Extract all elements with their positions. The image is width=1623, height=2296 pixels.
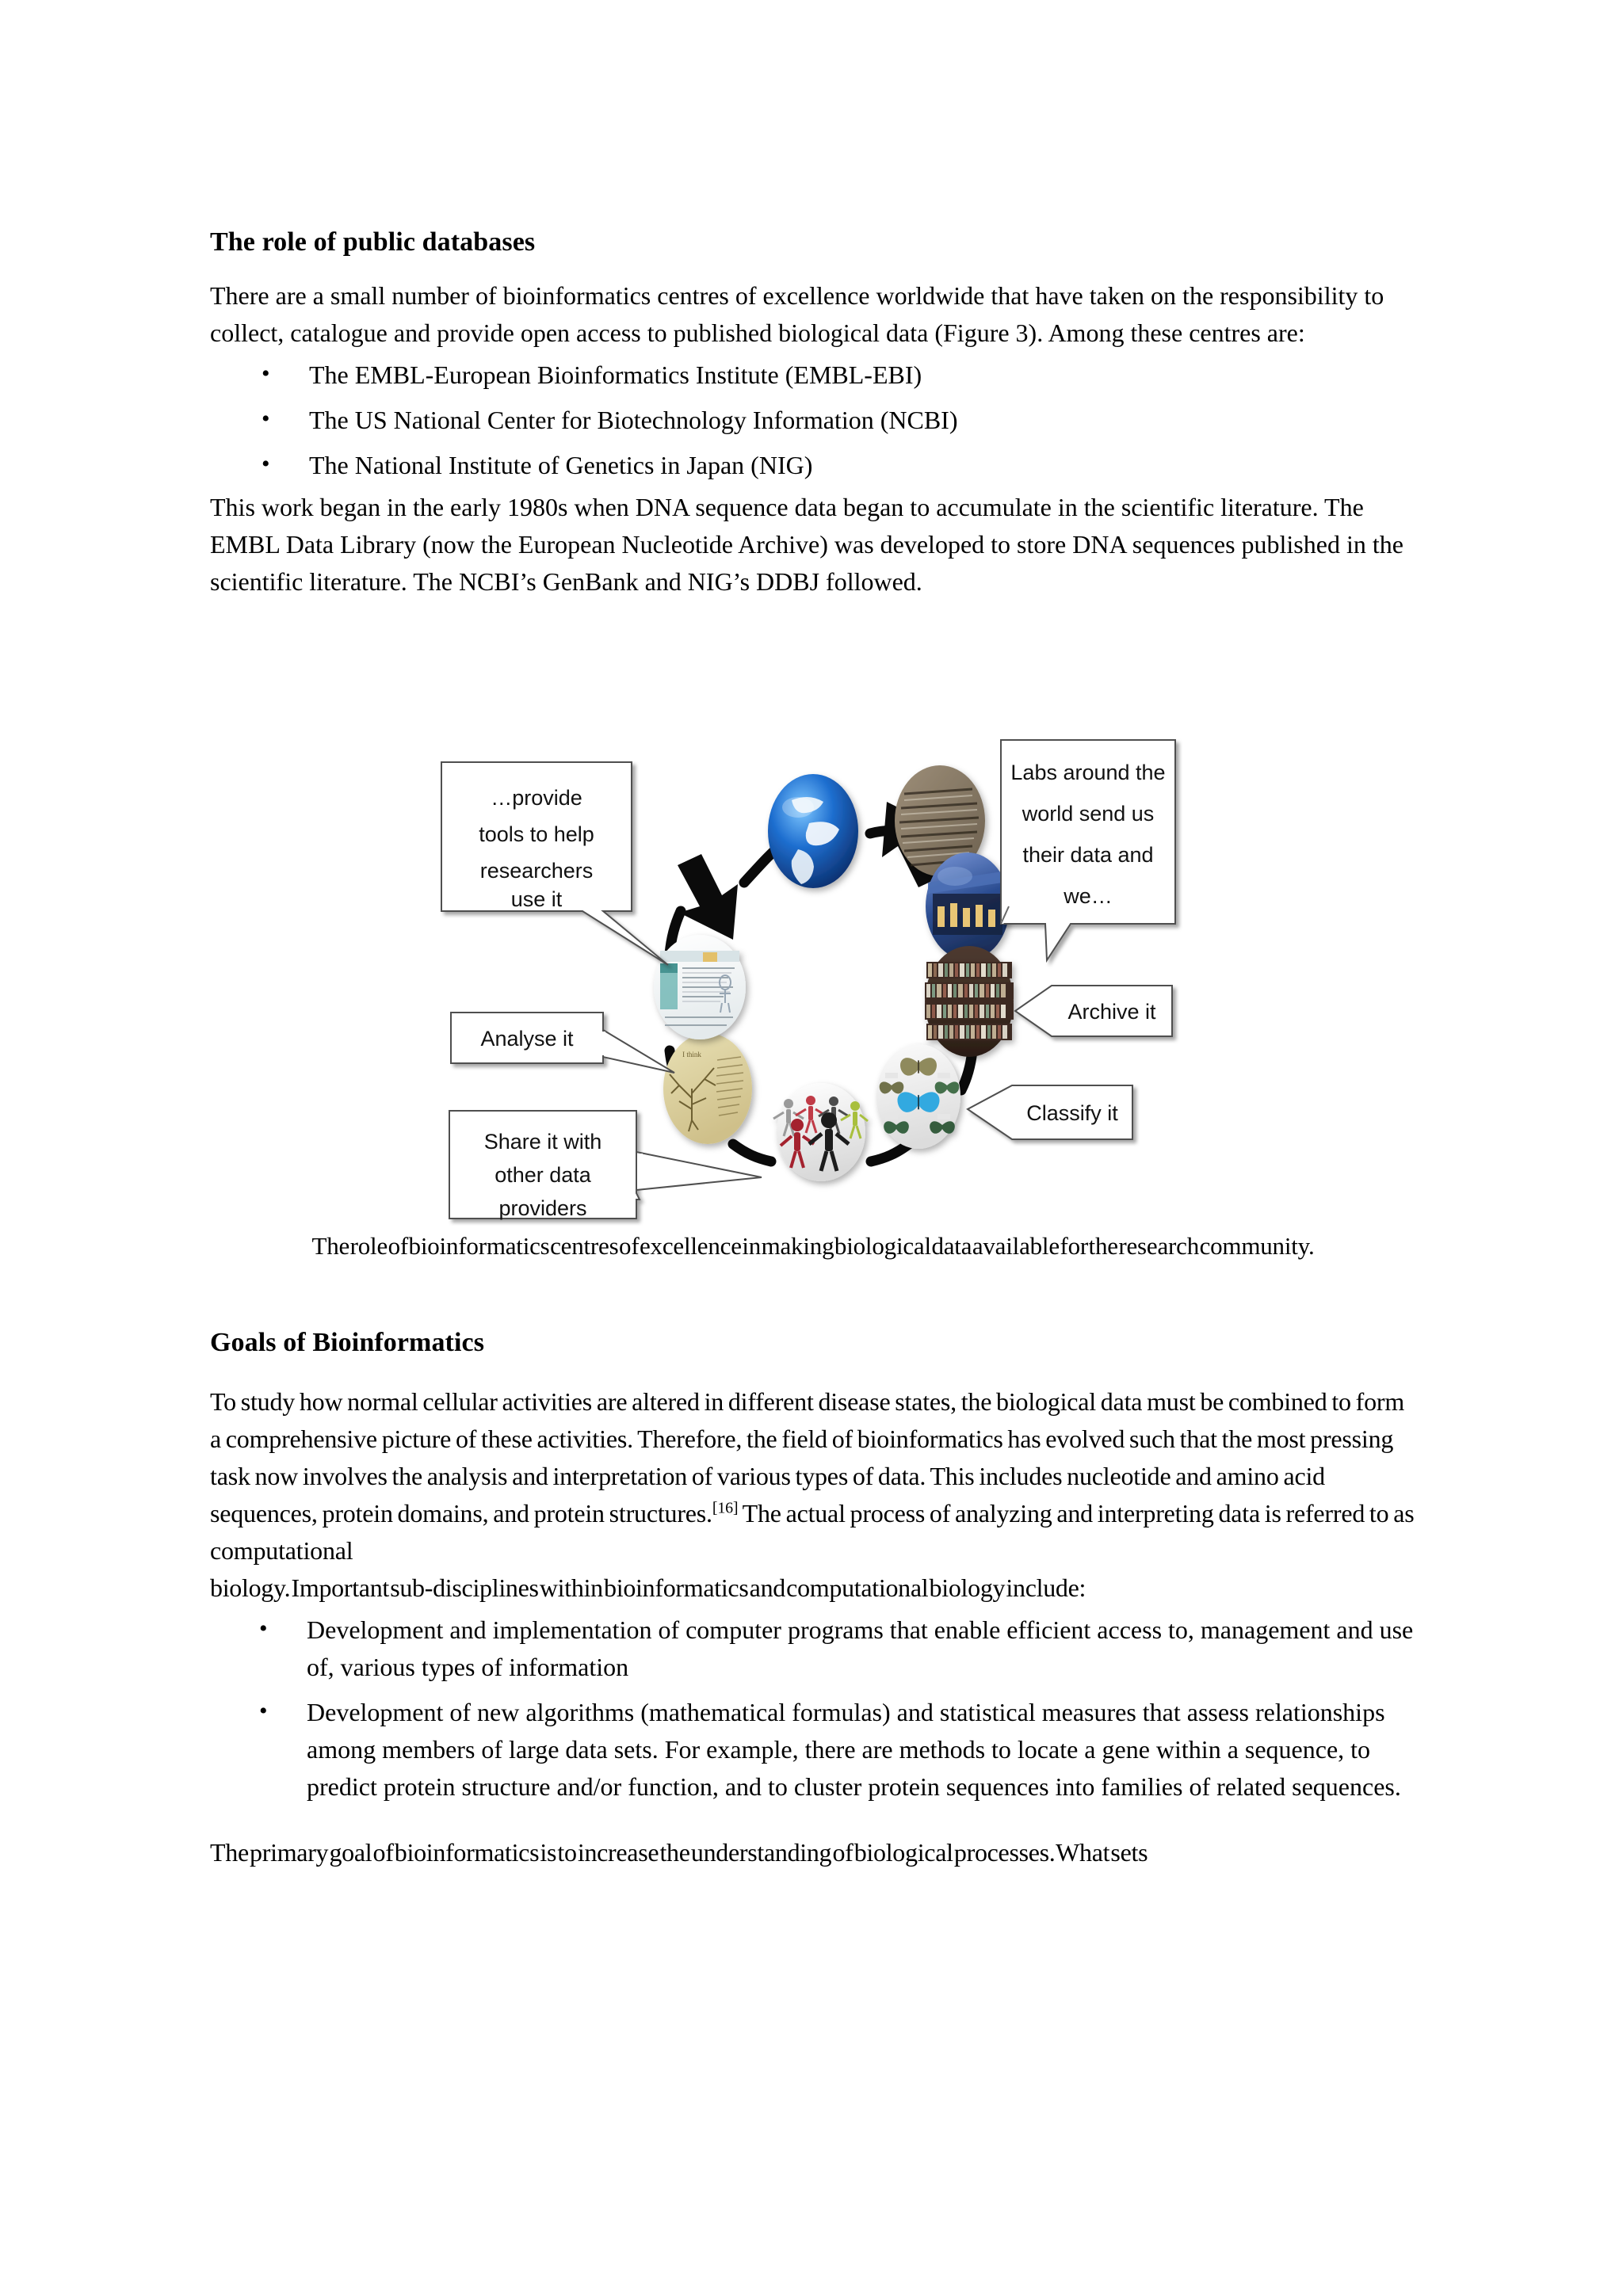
svg-text:researchers: researchers (479, 858, 594, 883)
svg-text:use it: use it (510, 887, 563, 911)
callout-analyse (451, 1013, 674, 1073)
paragraph-intro: There are a small number of bioinformatics centres of excellence worldwide that have taken on the responsibility to collect, catalogue and provide open access to published biological data (Figure 3). Among these centres are: (210, 280, 1384, 347)
paragraph-goals-part-a: To study how normal cellular activities are altered in different disease states, the biological data must be combined to form a comprehensive picture of these activities. Therefore, the field of bioinformatics has evolved such that the most pressing task now involves the analysis and interpretation of various types of data. This includes nucleotide and amino acid sequences, protein domains, and protein structures. (210, 1387, 1405, 1527)
callout-archive (1015, 986, 1172, 1036)
callout-provide (441, 762, 668, 965)
butterfly-collection-icon (876, 1044, 960, 1149)
people-chain-icon (773, 1083, 868, 1181)
svg-text:world send us: world send us (1022, 801, 1155, 826)
heading-goals-of-bioinformatics: Goals of Bioinformatics (210, 1327, 485, 1357)
figure-3-wrapper (210, 645, 1416, 1220)
paragraph-goals-part-b: The actual process of analyzing and interpreting data is referred to as computational (210, 1499, 1415, 1565)
svg-text:tools to help: tools to help (479, 822, 594, 846)
paragraph-goals (210, 1383, 1416, 1569)
svg-text:Labs around the: Labs around the (1010, 760, 1166, 784)
paragraph-history: This work began in the early 1980s when DNA sequence data began to accumulate in the scientific literature. The EMBL Data Library (now the European Nucleotide Archive) was developed to store DNA sequences published in the scientific literature. The NCBI’s GenBank and NIG’s DDBJ followed. (210, 492, 1403, 596)
list-item: • Development and implementation of computer programs that enable efficient access to, management and use of, various types of information (210, 1611, 1416, 1686)
svg-text:Classify it: Classify it (1026, 1100, 1118, 1125)
svg-text:providers: providers (498, 1196, 587, 1220)
figure-bioinformatics-cycle (413, 645, 1213, 1220)
svg-text:we…: we… (1064, 883, 1113, 908)
list-item: • The EMBL-European Bioinformatics Institute (EMBL-EBI) (210, 357, 1416, 394)
callout-labs (1001, 740, 1175, 960)
svg-text:other data: other data (495, 1162, 591, 1187)
svg-text:…provide: …provide (491, 785, 582, 810)
callout-classify (968, 1085, 1132, 1139)
list-item: • The National Institute of Genetics in Japan (NIG) (210, 447, 1416, 484)
list-subdisciplines (210, 1611, 1416, 1806)
globe-world-icon (768, 774, 858, 888)
library-bookshelf-icon (925, 946, 1014, 1057)
svg-text:their data and: their data and (1022, 842, 1154, 867)
heading-role-of-public-databases: The role of public databases (210, 227, 536, 257)
svg-text:I think: I think (682, 1050, 701, 1058)
svg-text:Analyse it: Analyse it (480, 1026, 574, 1051)
arrow-outgoing (678, 854, 738, 940)
darwin-notebook-icon (663, 1033, 752, 1144)
paragraph-closing: The primary goal of bioinformatics is to increase the understanding of biological processes. What sets (210, 1838, 1148, 1867)
page-content (210, 226, 1416, 1871)
citation-marker: [16] (712, 1499, 739, 1517)
figure-caption: The role of bioinformatics centres of excellence in making biological data available for the research community. (311, 1231, 1315, 1260)
institute-building-icon (926, 852, 1010, 960)
svg-text:Archive it: Archive it (1067, 999, 1156, 1024)
web-record-page-icon (654, 935, 746, 1039)
list-centres-of-excellence (210, 357, 1416, 484)
list-item: • Development of new algorithms (mathematical formulas) and statistical measures that assess relationships among members of large data sets. For example, there are methods to locate a gene within a sequence, to predict protein structure and/or function, and to cluster protein sequences into families of related sequences. (210, 1694, 1416, 1806)
list-item: • The US National Center for Biotechnology Information (NCBI) (210, 402, 1416, 439)
paragraph-subdisciplines-lead: biology. Important sub-disciplines within bioinformatics and computational biology include: (210, 1573, 1086, 1602)
svg-text:Share it with: Share it with (483, 1129, 602, 1154)
